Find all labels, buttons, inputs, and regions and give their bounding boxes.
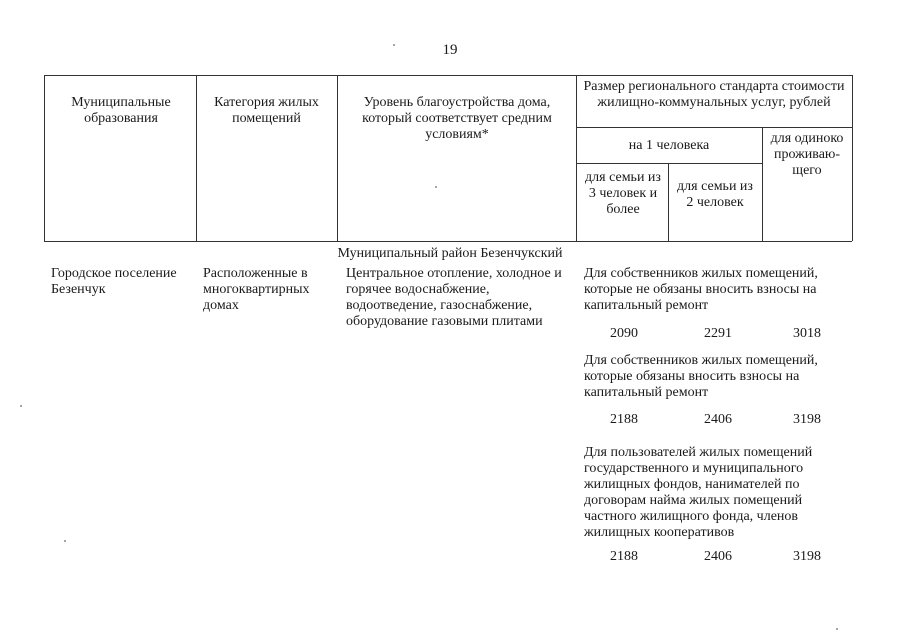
group-1-family3-value: 2090 (610, 326, 638, 341)
page-number: 19 (442, 42, 458, 58)
header-single-resident: для одиноко проживаю-щего (770, 131, 844, 178)
scan-speck (64, 540, 66, 542)
column-divider-2 (337, 75, 338, 241)
scan-speck (836, 628, 838, 630)
group-2-family3-value: 2188 (610, 412, 638, 427)
housing-category: Расположенные в многоквартирных домах (203, 266, 310, 313)
group-1-family2-value: 2291 (704, 326, 732, 341)
group-3-single-value: 3198 (793, 549, 821, 564)
table-left-border (44, 75, 45, 241)
scan-speck (393, 44, 395, 46)
column-divider-5 (762, 127, 763, 241)
group-2-label: Для собственников жилых помещений, которые обязаны вносить взносы на капитальный ремонт (584, 353, 818, 400)
scan-speck (20, 405, 22, 407)
header-amenity-level: Уровень благоустройства дома, который соответствует средним условиям* (362, 95, 552, 142)
group-2-single-value: 3198 (793, 412, 821, 427)
header-per-person: на 1 человека (628, 138, 710, 153)
header-bottom-border (44, 241, 852, 242)
table-top-border (44, 75, 852, 76)
group-1-single-value: 3018 (793, 326, 821, 341)
header-housing-category: Категория жилых помещений (214, 95, 319, 126)
group-3-family2-value: 2406 (704, 549, 732, 564)
column-divider-1 (196, 75, 197, 241)
column-divider-4 (668, 163, 669, 241)
header-family-2: для семьи из 2 человек (677, 179, 753, 210)
header-municipal-formations: Муниципальные образования (71, 95, 171, 126)
district-title: Муниципальный район Безенчукский (337, 246, 563, 261)
header-family-3: для семьи из 3 человек и более (585, 170, 661, 217)
table-right-border (852, 75, 853, 241)
header-divider-size (576, 127, 852, 128)
group-2-family2-value: 2406 (704, 412, 732, 427)
column-divider-3 (576, 75, 577, 241)
scan-speck (435, 186, 437, 188)
amenity-description: Центральное отопление, холодное и горячее водоснабжение, водоотведение, газоснабжение, оборудование газовыми плитами (346, 266, 562, 329)
group-1-label: Для собственников жилых помещений, которые не обязаны вносить взносы на капитальный ремонт (584, 266, 818, 313)
group-3-family3-value: 2188 (610, 549, 638, 564)
group-3-label: Для пользователей жилых помещений государственного и муниципального жилищных фондов, нанимателей по договорам найма жилых помещений частного жилищного фонда, членов жилищных кооперативов (584, 445, 813, 540)
municipality-name: Городское поселение Безенчук (51, 266, 177, 297)
header-standard-size: Размер регионального стандарта стоимости жилищно-коммунальных услуг, рублей (583, 79, 845, 110)
header-divider-per-person (576, 163, 762, 164)
